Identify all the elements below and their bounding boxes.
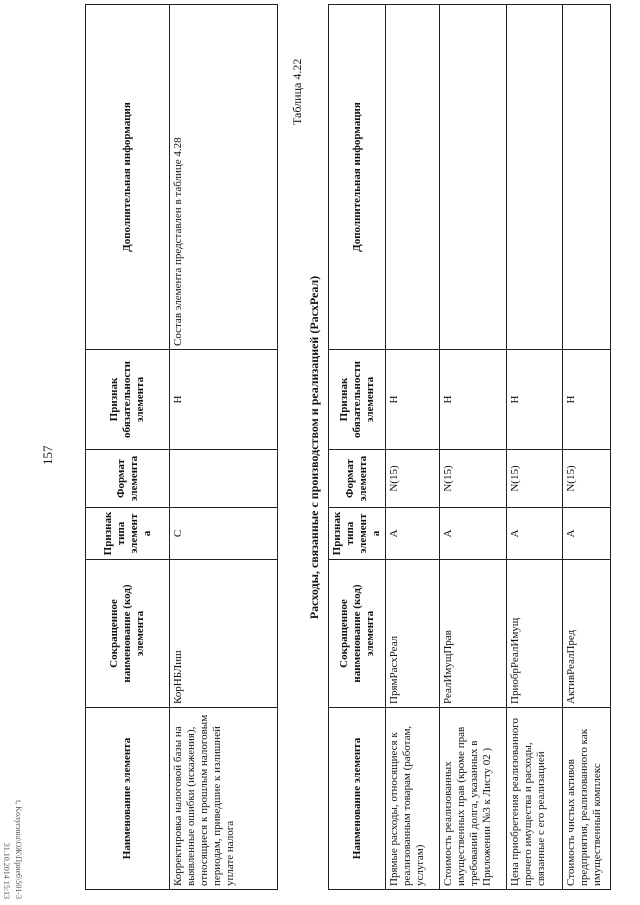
- cell-info: [507, 5, 563, 350]
- footer-path: t, Kолугина\ОЖ\Приеб\501-3: [14, 799, 23, 899]
- header-cell: Наименование элемента: [86, 708, 170, 890]
- table-label: Таблица 4.22: [290, 58, 304, 125]
- table-row: [563, 5, 611, 890]
- header-cell: Признак типа элемента: [86, 508, 170, 560]
- cell-info: [386, 5, 440, 350]
- table-header-row: [86, 5, 170, 890]
- table-header-row: [329, 5, 386, 890]
- header-cell: Сокращенное наименование (код) элемента: [86, 560, 170, 708]
- cell-type: А: [507, 508, 563, 560]
- header-cell: Формат элемента: [86, 450, 170, 508]
- cell-name: Стоимость реализованных имущественных прав (кроме прав требований долга, указанных в Приложении №3 к Листу 02 ): [440, 708, 507, 890]
- cell-info: [440, 5, 507, 350]
- cell-name: Цена приобретения реализованного прочего имущества и расходы, связанные с его реализацией: [507, 708, 563, 890]
- cell-info: Состав элемента представлен в таблице 4.28: [170, 5, 278, 350]
- page-number: 157: [40, 445, 55, 465]
- expenses-table: [328, 4, 611, 890]
- cell-required: Н: [170, 350, 278, 450]
- cell-name: Стоимость чистых активов предприятия, реализованного как имущественный комплекс: [563, 708, 611, 890]
- table-row: [440, 5, 507, 890]
- cell-format: N(15): [563, 450, 611, 508]
- cell-required: Н: [507, 350, 563, 450]
- cell-code: АктивРеалПред: [563, 560, 611, 708]
- cell-code: ПриобрРеалИмущ: [507, 560, 563, 708]
- cell-type: А: [440, 508, 507, 560]
- cell-format: [170, 450, 278, 508]
- cell-required: Н: [563, 350, 611, 450]
- header-cell: Признак типа элемента: [329, 508, 386, 560]
- cell-format: N(15): [440, 450, 507, 508]
- cell-required: Н: [386, 350, 440, 450]
- header-cell: Признак обязательности элемента: [329, 350, 386, 450]
- cell-required: Н: [440, 350, 507, 450]
- cell-code: КорНБЛиш: [170, 560, 278, 708]
- table-row: [386, 5, 440, 890]
- table-row: [507, 5, 563, 890]
- header-cell: Дополнительная информация: [329, 5, 386, 350]
- cell-type: А: [563, 508, 611, 560]
- header-cell: Сокращенное наименование (код) элемента: [329, 560, 386, 708]
- footer-date: 31.10.2014 15:13: [2, 842, 11, 899]
- header-cell: Формат элемента: [329, 450, 386, 508]
- cell-name: Прямые расходы, относящиеся к реализованным товарам (работам, услугам): [386, 708, 440, 890]
- cell-code: РеалИмущПрав: [440, 560, 507, 708]
- cell-info: [563, 5, 611, 350]
- header-cell: Признак обязательности элемента: [86, 350, 170, 450]
- cell-format: N(15): [507, 450, 563, 508]
- table-caption: Расходы, связанные с производством и реализацией (РасхРеал): [307, 275, 321, 620]
- cell-type: А: [386, 508, 440, 560]
- cell-code: ПрямРасхРеал: [386, 560, 440, 708]
- header-cell: Дополнительная информация: [86, 5, 170, 350]
- header-cell: Наименование элемента: [329, 708, 386, 890]
- cell-type: С: [170, 508, 278, 560]
- cell-format: N(15): [386, 450, 440, 508]
- table-row: [170, 5, 278, 890]
- elements-table-continuation: [85, 4, 278, 890]
- cell-name: Корректировка налоговой базы на выявленные ошибки (искажения), относящиеся к прошлым налоговым периодам, приведшие к излишней уплате налога: [170, 708, 278, 890]
